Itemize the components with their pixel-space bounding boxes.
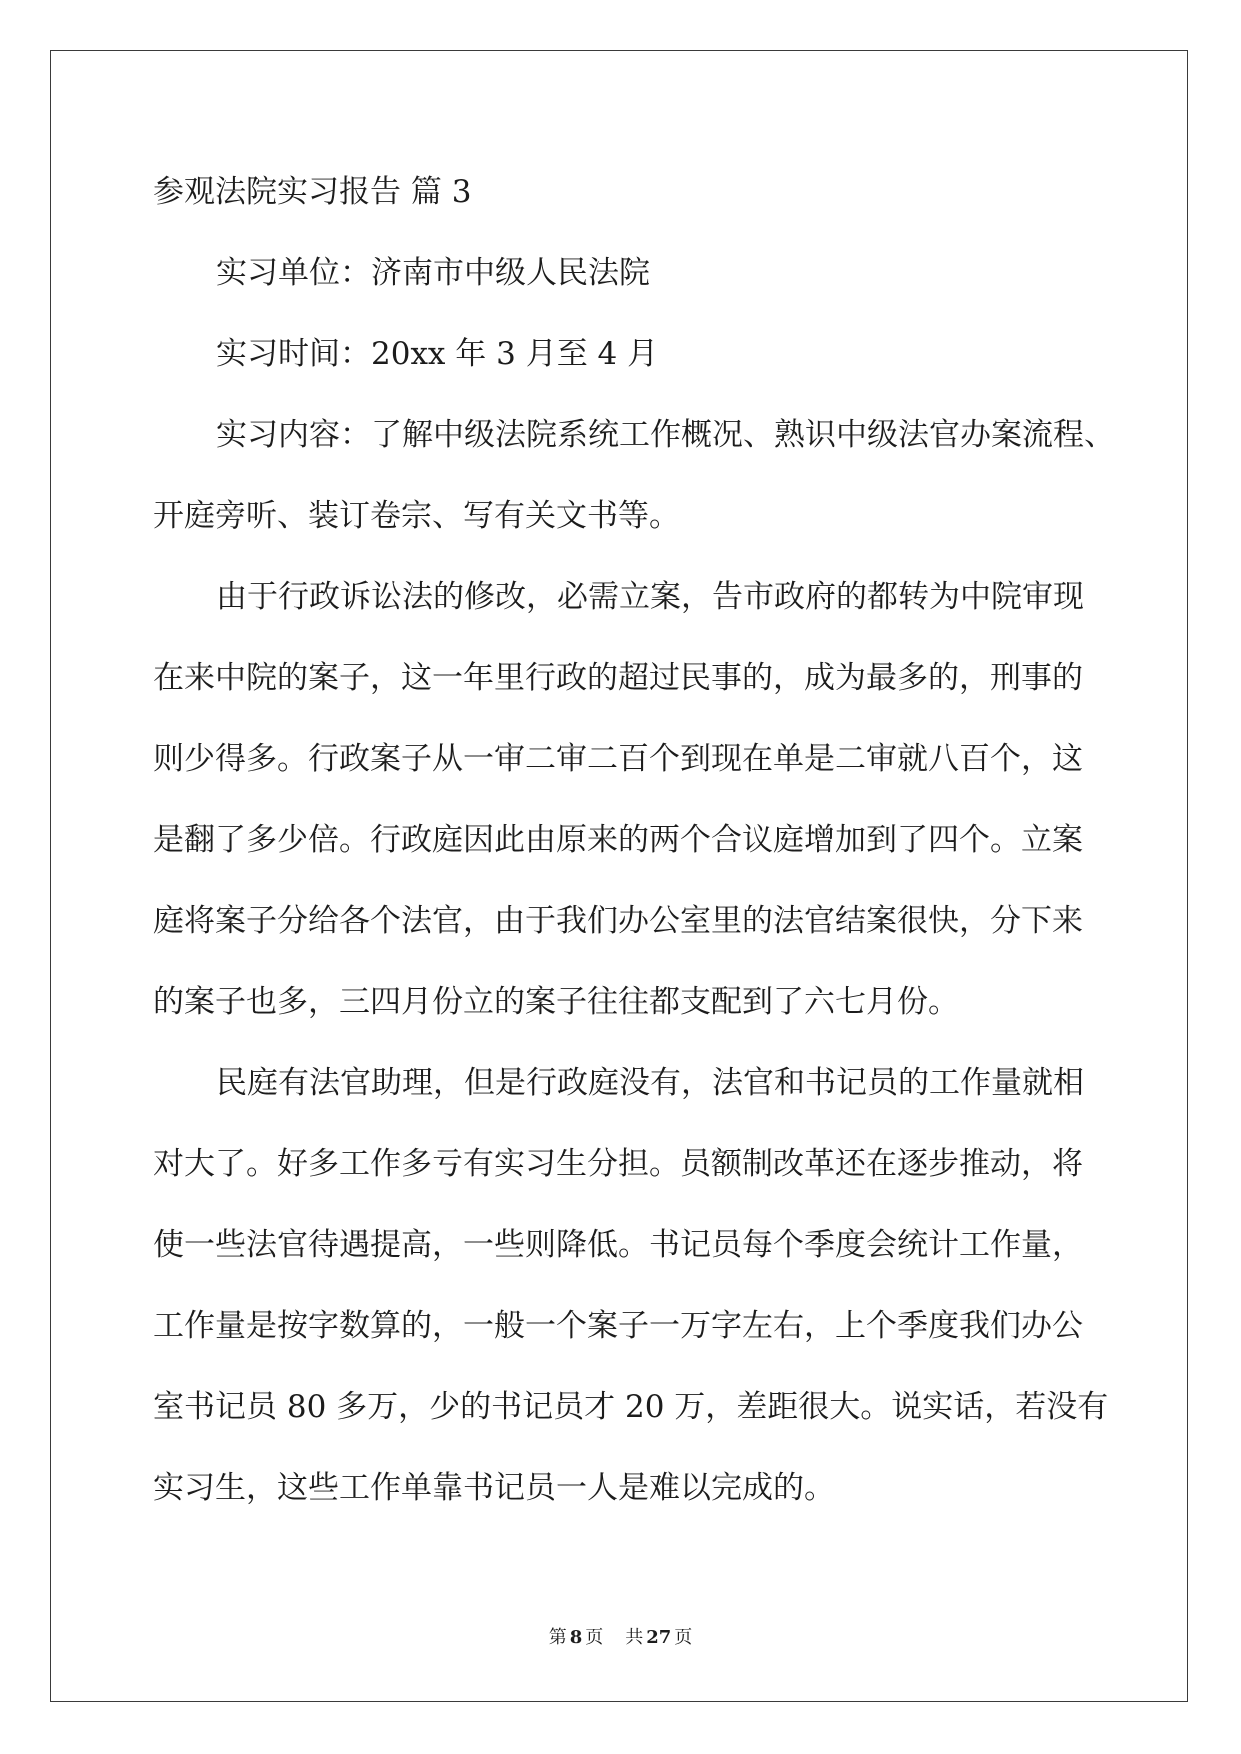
paragraph-line: 庭将案子分给各个法官，由于我们办公室里的法官结案很快，分下来	[153, 903, 1083, 939]
paragraph-line: 实习单位：济南市中级人民法院	[216, 255, 650, 291]
paragraph-line: 则少得多。行政案子从一审二审二百个到现在单是二审就八百个，这	[153, 741, 1083, 777]
paragraph-line: 是翻了多少倍。行政庭因此由原来的两个合议庭增加到了四个。立案	[153, 822, 1083, 858]
paragraph-line: 由于行政诉讼法的修改，必需立案，告市政府的都转为中院审现	[216, 579, 1084, 615]
paragraph	[153, 1043, 1153, 1529]
total-pages: 27	[646, 1627, 672, 1648]
paragraph	[153, 314, 1153, 395]
paragraph-line: 实习内容：了解中级法院系统工作概况、熟识中级法官办案流程、	[216, 417, 1115, 453]
document-title: 参观法院实习报告 篇 3	[153, 174, 472, 210]
page-suffix: 页	[585, 1627, 604, 1648]
paragraph-line: 实习生，这些工作单靠书记员一人是难以完成的。	[153, 1470, 835, 1506]
paragraph-line: 民庭有法官助理，但是行政庭没有，法官和书记员的工作量就相	[216, 1065, 1084, 1101]
paragraph-line: 开庭旁听、装订卷宗、写有关文书等。	[153, 498, 680, 534]
paragraph-line: 使一些法官待遇提高，一些则降低。书记员每个季度会统计工作量，	[153, 1227, 1083, 1263]
page-footer	[0, 1626, 1241, 1650]
paragraph-line: 的案子也多，三四月份立的案子往往都支配到了六七月份。	[153, 984, 959, 1020]
paragraph	[153, 557, 1153, 1043]
paragraph-list	[153, 233, 1153, 1529]
document-body	[153, 152, 1153, 1529]
paragraph-line: 在来中院的案子，这一年里行政的超过民事的，成为最多的，刑事的	[153, 660, 1083, 696]
paragraph	[153, 395, 1153, 557]
page-number: 8	[569, 1627, 583, 1648]
paragraph-line: 室书记员 80 多万，少的书记员才 20 万，差距很大。说实话，若没有	[153, 1389, 1109, 1425]
paragraph-line: 工作量是按字数算的，一般一个案子一万字左右，上个季度我们办公	[153, 1308, 1083, 1344]
total-suffix: 页	[674, 1627, 693, 1648]
total-prefix: 共	[625, 1627, 644, 1648]
paragraph	[153, 233, 1153, 314]
paragraph-line: 实习时间：20xx 年 3 月至 4 月	[216, 336, 659, 372]
paragraph-line: 对大了。好多工作多亏有实习生分担。员额制改革还在逐步推动，将	[153, 1146, 1083, 1182]
page-prefix: 第	[548, 1627, 567, 1648]
